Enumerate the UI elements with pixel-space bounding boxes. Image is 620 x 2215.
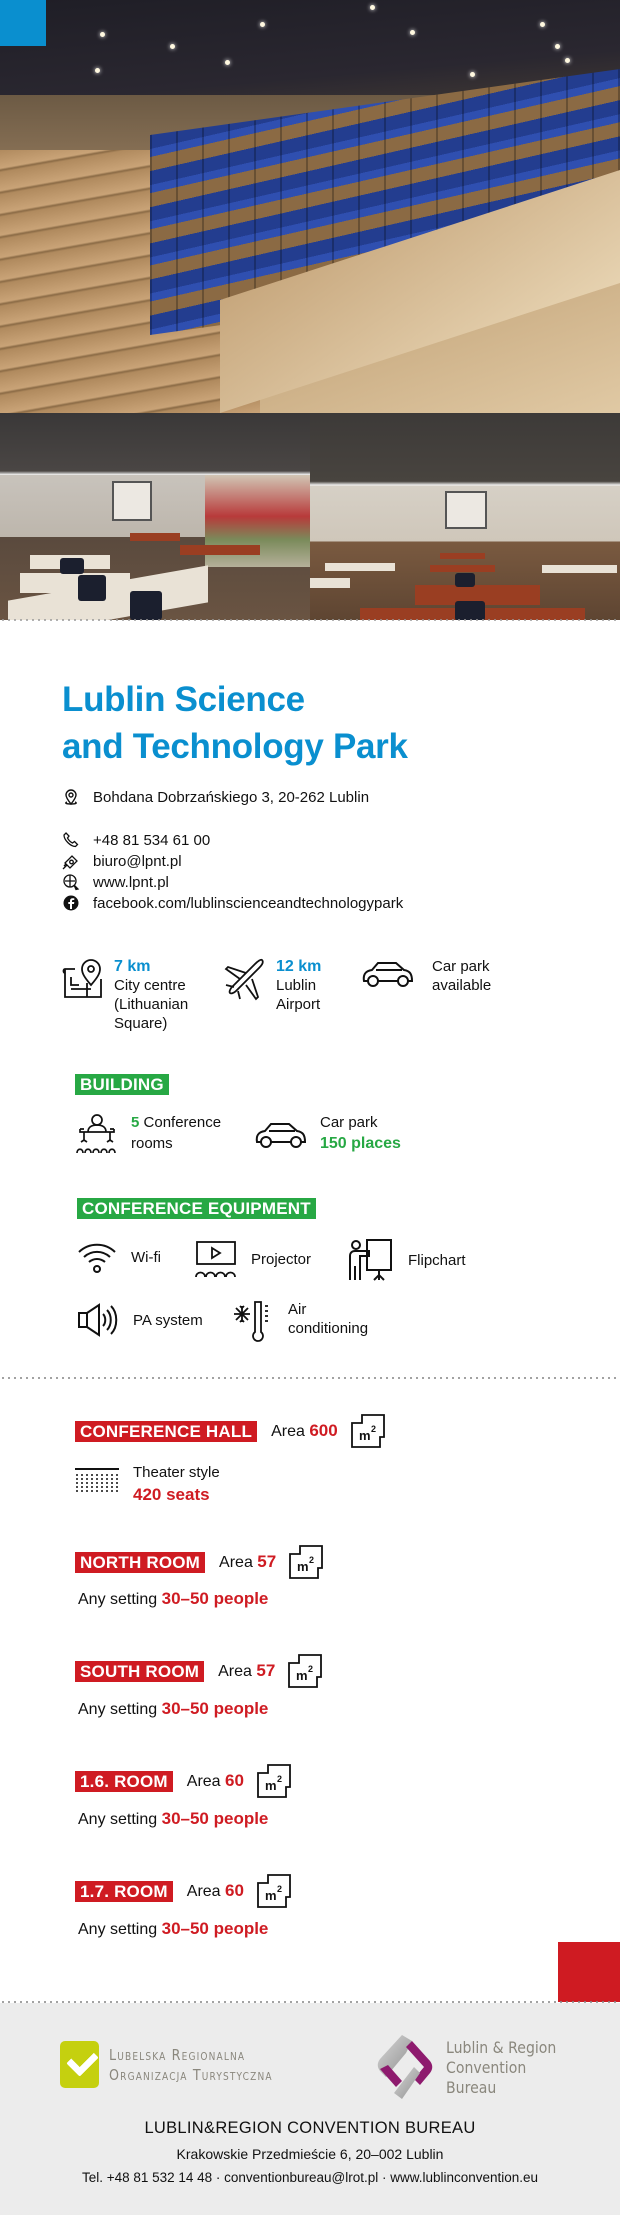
car-park-available (362, 959, 491, 995)
projector-screen (112, 481, 152, 521)
capacity-value: 30–50 people (161, 1589, 269, 1608)
room-south-room-header (75, 1653, 323, 1689)
ceiling-light (540, 22, 545, 27)
distance-airport (224, 957, 321, 1014)
distance-label: Square) (114, 1015, 168, 1032)
lrot-logo[interactable] (60, 2041, 309, 2088)
ceiling-light (95, 68, 100, 73)
photo-training-room (0, 413, 310, 620)
photo-meeting-room (310, 413, 620, 620)
room-area (187, 1881, 244, 1901)
ceiling-light (410, 30, 415, 35)
ceiling-light (370, 5, 375, 10)
lrcb-logo[interactable] (376, 2033, 571, 2103)
lrot-logo-line: Organizacja Turystyczna (109, 2065, 273, 2084)
room-north-room-header (75, 1544, 324, 1580)
venue-title-line-2: and Technology Park (62, 727, 408, 766)
room-area (219, 1552, 276, 1572)
footer-contact-line[interactable]: Tel. +48 81 532 14 48 · conventionbureau@lrot.pl · www.lublinconvention.eu (81, 2170, 539, 2185)
svg-text:m: m (264, 1888, 277, 1903)
rooms-label: rooms (131, 1135, 173, 1152)
distance-value: 7 km (114, 958, 151, 975)
setting-label: Theater style (133, 1464, 220, 1481)
carpark-label: Car park (320, 1114, 378, 1131)
table (440, 553, 485, 559)
chair (455, 573, 475, 587)
area-value: 600 (309, 1421, 338, 1440)
setting-label: Any setting (78, 1921, 158, 1938)
ceiling-light (555, 44, 560, 49)
web-globe-icon (62, 873, 80, 891)
car-icon (362, 959, 414, 989)
equipment-label: Air (288, 1301, 307, 1318)
facebook-link[interactable]: facebook.com/lublinscienceandtechnologypark (93, 894, 404, 912)
divider (0, 619, 620, 621)
distance-city-centre (62, 957, 188, 1033)
room-conference-hall-capacity (75, 1462, 220, 1507)
venue-title-line-1: Lublin Science (62, 680, 305, 719)
phone-link[interactable]: +48 81 534 61 00 (93, 831, 211, 849)
distances-section (62, 957, 582, 1047)
room-1-6-capacity (78, 1809, 268, 1829)
chair (60, 558, 84, 574)
distance-label: Car park (432, 958, 490, 975)
area-label: Area (186, 1773, 221, 1790)
location-pin-icon (62, 788, 80, 806)
svg-text:2: 2 (309, 1555, 315, 1565)
rooms-count-value: 5 (131, 1114, 140, 1131)
building-tag: BUILDING (75, 1074, 169, 1095)
room-area (218, 1661, 275, 1681)
wifi-icon (77, 1240, 117, 1274)
chair (455, 601, 485, 620)
speaker-podium-icon (75, 1112, 119, 1154)
room-name-tag: SOUTH ROOM (75, 1661, 204, 1682)
city-map-icon (62, 957, 104, 1001)
footer-address: Krakowskie Przedmieście 6, 20–002 Lublin (176, 2146, 444, 2162)
lrcb-logo-line: Convention (446, 2058, 527, 2077)
capacity-value: 420 seats (133, 1485, 210, 1504)
equipment-pa-system (77, 1302, 203, 1338)
website-row[interactable] (62, 873, 169, 891)
svg-text:m: m (297, 1559, 309, 1574)
conference-equipment-tag: CONFERENCE EQUIPMENT (77, 1198, 316, 1219)
area-label: Area (219, 1554, 253, 1571)
setting-label: Any setting (78, 1701, 158, 1718)
equipment-projector (195, 1240, 311, 1278)
room-south-room-capacity (78, 1699, 268, 1719)
svg-text:m: m (358, 1428, 371, 1443)
section-divider (0, 1377, 620, 1379)
table (180, 545, 260, 555)
capacity-value: 30–50 people (161, 1919, 269, 1938)
capacity-value: 30–50 people (161, 1809, 269, 1828)
car-park-capacity (255, 1112, 401, 1154)
equipment-label: Projector (251, 1250, 312, 1268)
table (130, 533, 180, 541)
distance-label: available (432, 977, 492, 994)
corner-accent-red (558, 1942, 620, 2002)
lrcb-logo-line: Lublin & Region (446, 2038, 557, 2057)
footer-org-name: LUBLIN&REGION CONVENTION BUREAU (144, 2119, 476, 2137)
air-conditioning-icon (232, 1300, 274, 1342)
equipment-wifi (77, 1240, 161, 1274)
chair (78, 575, 106, 601)
distance-label: Lublin (276, 977, 317, 994)
area-m2-icon (287, 1653, 323, 1689)
svg-text:2: 2 (308, 1664, 314, 1674)
lrcb-logo-line: Bureau (446, 2078, 497, 2097)
table (310, 578, 350, 588)
ceiling-light (565, 58, 570, 63)
room-name-tag: NORTH ROOM (75, 1552, 205, 1573)
room-1-7-capacity (78, 1919, 268, 1939)
ceiling-light (170, 44, 175, 49)
chair (130, 591, 162, 620)
speaker-icon (77, 1302, 119, 1338)
lrot-logo-line: Lubelska Regionalna (109, 2045, 246, 2064)
footer (0, 2003, 620, 2215)
distance-value: 12 km (276, 958, 322, 975)
room-1-7-header (75, 1873, 292, 1909)
svg-text:m: m (264, 1778, 277, 1793)
room-name-tag: 1.7. ROOM (75, 1881, 173, 1902)
lrcb-diamond-icon (376, 2033, 434, 2103)
area-value: 57 (257, 1552, 277, 1571)
area-label: Area (218, 1663, 252, 1680)
area-label: Area (186, 1883, 221, 1900)
capacity-value: 30–50 people (161, 1699, 269, 1718)
distance-label: City centre (114, 977, 186, 994)
table (542, 565, 617, 573)
svg-text:2: 2 (370, 1424, 376, 1434)
area-m2-icon (256, 1873, 292, 1909)
room-area (187, 1771, 244, 1791)
email-row[interactable] (62, 852, 182, 870)
area-value: 60 (225, 1881, 244, 1900)
svg-text:m: m (296, 1668, 308, 1683)
facebook-row[interactable] (62, 894, 403, 912)
email-link[interactable]: biuro@lpnt.pl (93, 852, 182, 870)
room-north-room-capacity (78, 1589, 268, 1609)
room-name-tag: CONFERENCE HALL (75, 1421, 257, 1442)
phone-row[interactable] (62, 831, 210, 849)
table (430, 565, 495, 572)
lrot-check-mark-icon (60, 2041, 99, 2088)
room-conference-hall-header (75, 1413, 386, 1449)
equipment-label: PA system (133, 1311, 203, 1329)
email-icon (62, 852, 80, 870)
svg-text:2: 2 (276, 1884, 282, 1894)
website-link[interactable]: www.lpnt.pl (93, 873, 169, 891)
ceiling-light (100, 32, 105, 37)
venue-title (62, 676, 562, 770)
setting-label: Any setting (78, 1811, 158, 1828)
rooms-label: Conference (143, 1114, 222, 1131)
room-area (271, 1421, 338, 1441)
car-icon (255, 1120, 307, 1150)
distance-label: (Lithuanian (114, 996, 189, 1013)
equipment-label: conditioning (288, 1320, 369, 1337)
phone-icon (62, 831, 80, 849)
flipchart-icon (348, 1238, 394, 1282)
equipment-air-conditioning (232, 1300, 368, 1342)
svg-text:2: 2 (276, 1774, 282, 1784)
address-text: Bohdana Dobrzańskiego 3, 20-262 Lublin (93, 788, 370, 806)
area-label: Area (271, 1423, 305, 1440)
setting-label: Any setting (78, 1591, 158, 1608)
projector-icon (195, 1240, 237, 1278)
area-value: 60 (225, 1771, 244, 1790)
room-1-6-header (75, 1763, 292, 1799)
equipment-flipchart (348, 1238, 466, 1282)
projector-screen (445, 491, 487, 529)
room-name-tag: 1.6. ROOM (75, 1771, 173, 1792)
theater-seating-icon (75, 1468, 119, 1494)
area-m2-icon (350, 1413, 386, 1449)
ceiling-light (260, 22, 265, 27)
address-row (62, 788, 369, 806)
area-m2-icon (256, 1763, 292, 1799)
ceiling-light (225, 60, 230, 65)
area-value: 57 (256, 1661, 276, 1680)
carpark-value: 150 places (320, 1135, 401, 1152)
corner-accent-blue (0, 0, 46, 46)
room-photos (0, 413, 620, 620)
ceiling-light (470, 72, 475, 77)
table (325, 563, 395, 571)
hero-photo-conference-hall (0, 0, 620, 413)
facebook-icon (62, 894, 80, 912)
distance-label: Airport (276, 996, 321, 1013)
equipment-label: Wi-fi (131, 1248, 161, 1266)
equipment-label: Flipchart (408, 1251, 466, 1269)
conference-rooms-count (75, 1112, 221, 1154)
airplane-icon (224, 957, 266, 1001)
area-m2-icon (288, 1544, 324, 1580)
